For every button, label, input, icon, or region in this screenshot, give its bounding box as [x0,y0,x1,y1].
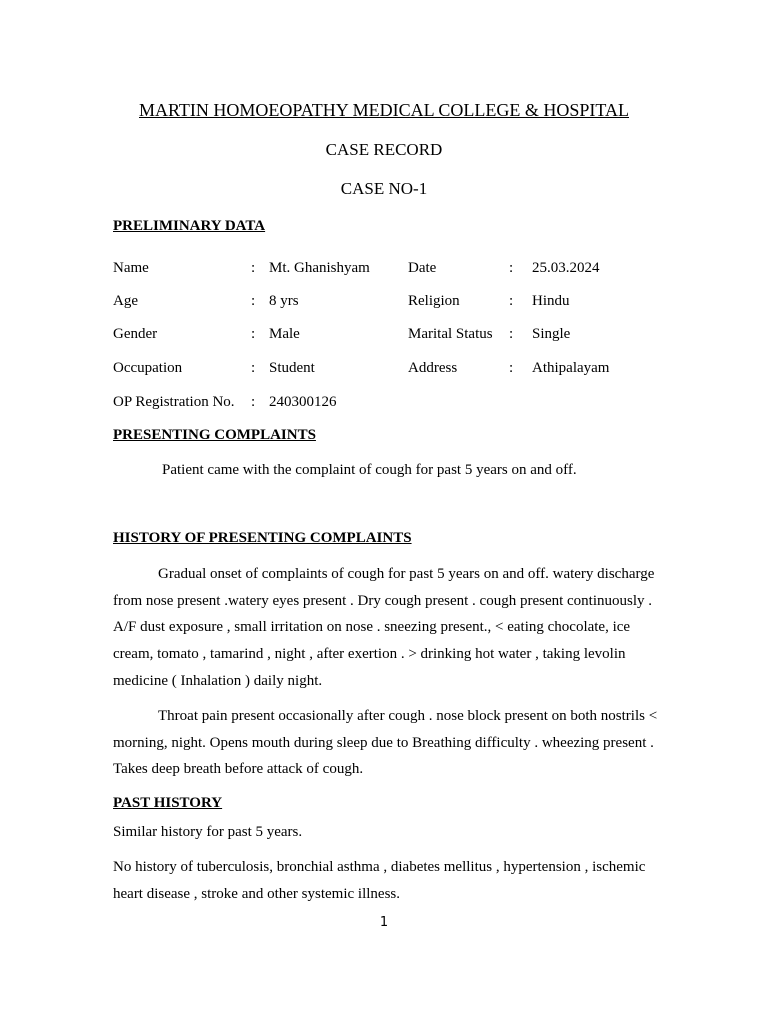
field-separator: : [251,326,256,342]
history-presenting-heading: HISTORY OF PRESENTING COMPLAINTS [113,530,412,546]
field-value-occupation: Student [269,360,315,376]
preliminary-data-heading: PRELIMINARY DATA [113,218,266,234]
field-label-op-registration: OP Registration No. [113,394,235,410]
college-title: MARTIN HOMOEOPATHY MEDICAL COLLEGE & HOSPITAL [139,100,629,120]
history-paragraph-1: Gradual onset of complaints of cough for past 5 years on and off. watery discharge from nose present .watery eyes present . Dry cough present . cough present continuously . A/F dust exposure , small irritation on nose . sneezing present., < eating chocolate, ice cream, tomato , tamarind , night , after exertion . > drinking hot water , taking levolin medicine ( Inhalation ) daily night. [113,566,655,689]
field-separator: : [251,394,256,410]
history-paragraph-2: Throat pain present occasionally after cough . nose block present on both nostrils < morning, night. Opens mouth during sleep due to Breathing difficulty . wheezing present . Takes deep breath before attack of cough. [113,708,658,778]
past-history-line-1: Similar history for past 5 years. [113,824,303,840]
past-history-heading: PAST HISTORY [113,795,223,811]
field-separator: : [509,360,514,376]
past-history-line-2: No history of tuberculosis, bronchial asthma , diabetes mellitus , hypertension , ischemic heart disease , stroke and other systemic illness. [113,859,646,902]
field-value-gender: Male [269,326,300,342]
case-number-title: CASE NO-1 [340,179,428,198]
presenting-complaints-heading: PRESENTING COMPLAINTS [113,427,316,443]
field-label-marital-status: Marital Status [408,326,493,342]
field-label-age: Age [113,293,138,309]
field-separator: : [509,326,514,342]
field-value-address: Athipalayam [532,360,610,376]
field-value-age: 8 yrs [269,293,299,309]
field-value-name: Mt. Ghanishyam [269,260,370,276]
field-label-address: Address [408,360,458,376]
field-label-religion: Religion [408,293,460,309]
field-value-marital-status: Single [532,326,571,342]
field-value-religion: Hindu [532,293,570,309]
field-value-date: 25.03.2024 [532,260,600,276]
field-label-occupation: Occupation [113,360,183,376]
field-separator: : [251,360,256,376]
field-label-gender: Gender [113,326,158,342]
field-separator: : [251,260,256,276]
presenting-complaints-text: Patient came with the complaint of cough for past 5 years on and off. [162,462,577,478]
field-label-date: Date [408,260,437,276]
case-record-title: CASE RECORD [325,140,443,159]
field-separator: : [509,260,514,276]
field-separator: : [251,293,256,309]
field-label-name: Name [113,260,149,276]
field-value-op-registration: 240300126 [269,394,337,410]
page-number: 1 [379,915,389,930]
field-separator: : [509,293,514,309]
